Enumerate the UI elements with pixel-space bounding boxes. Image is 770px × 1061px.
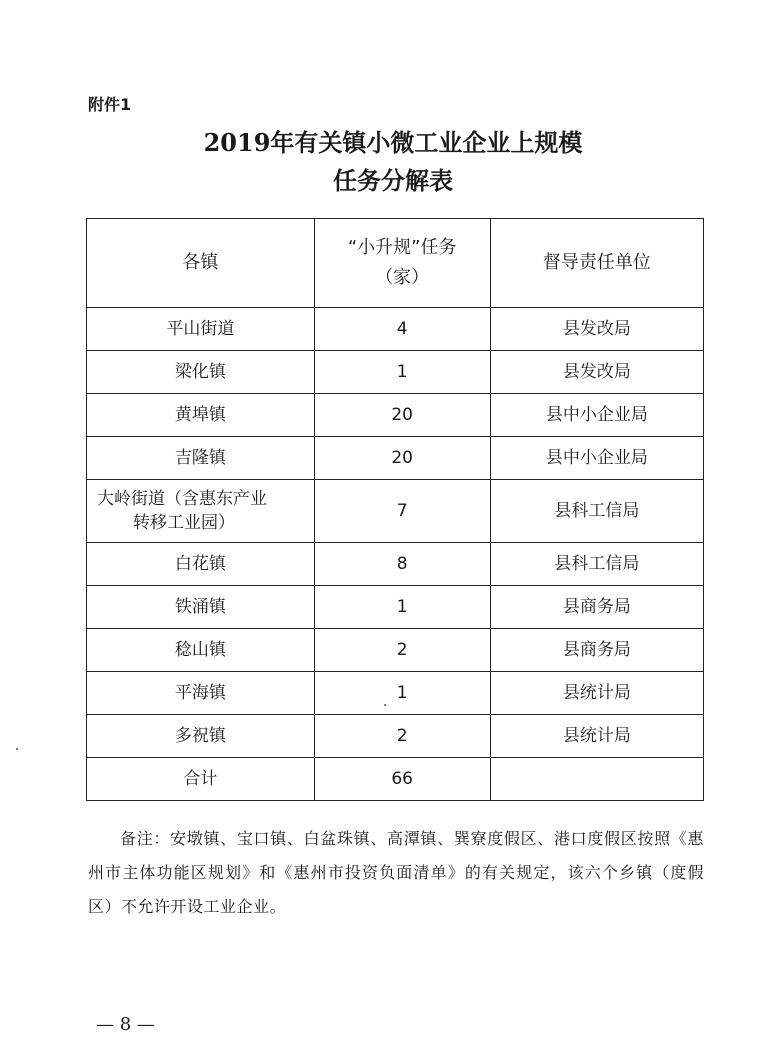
cell-town: 吉隆镇 [87,437,315,480]
document-title-line1: 2019年有关镇小微工业企业上规模 [203,128,583,157]
cell-unit: 县科工信局 [490,543,703,586]
table-row [87,715,704,758]
scan-speck [384,704,386,706]
cell-tasks: 20 [314,437,490,480]
cell-unit: 县发改局 [490,351,703,394]
cell-tasks: 1 [314,672,490,715]
cell-tasks: 1 [314,586,490,629]
header-town: 各镇 [87,219,315,308]
table-row [87,351,704,394]
table-row [87,308,704,351]
total-label: 合计 [87,758,315,801]
cell-tasks: 8 [314,543,490,586]
cell-unit: 县商务局 [490,586,703,629]
table-total-row [87,758,704,801]
table-row [87,480,704,543]
cell-town: 白花镇 [87,543,315,586]
cell-town-line2: 转移工业园） [133,513,235,533]
table-header-row [87,219,704,308]
cell-town: 平山街道 [87,308,315,351]
remark-paragraph: 备注：安墩镇、宝口镇、白盆珠镇、高潭镇、巽寮度假区、港口度假区按照《惠州市主体功能区规划》和《惠州市投资负面清单》的有关规定，该六个乡镇（度假区）不允许开设工业企业。 [88,829,704,916]
cell-unit: 县科工信局 [490,480,703,543]
page-number: — 8 — [96,1014,155,1035]
cell-tasks: 2 [314,629,490,672]
cell-town-line1: 大岭街道（含惠东产业 [97,489,267,509]
header-tasks [314,219,490,308]
cell-town: 铁涌镇 [87,586,315,629]
total-tasks: 66 [314,758,490,801]
cell-town: 稔山镇 [87,629,315,672]
table-row [87,394,704,437]
document-title-line2: 任务分解表 [333,166,453,195]
scan-speck [16,748,18,750]
attachment-label: 附件1 [88,95,132,114]
cell-unit: 县中小企业局 [490,437,703,480]
table-row [87,437,704,480]
cell-tasks: 4 [314,308,490,351]
cell-unit: 县发改局 [490,308,703,351]
cell-town: 多祝镇 [87,715,315,758]
cell-tasks: 20 [314,394,490,437]
header-tasks-line2: （家） [375,267,430,288]
total-unit [490,758,703,801]
cell-town: 梁化镇 [87,351,315,394]
table-row [87,629,704,672]
header-unit: 督导责任单位 [490,219,703,308]
table-row [87,672,704,715]
cell-town: 黄埠镇 [87,394,315,437]
table-row [87,586,704,629]
cell-unit: 县中小企业局 [490,394,703,437]
cell-tasks: 1 [314,351,490,394]
table-row [87,543,704,586]
task-table [86,218,704,801]
cell-unit: 县统计局 [490,715,703,758]
cell-town: 平海镇 [87,672,315,715]
cell-town [87,480,315,543]
cell-tasks: 7 [314,480,490,543]
cell-unit: 县商务局 [490,629,703,672]
cell-unit: 县统计局 [490,672,703,715]
cell-tasks: 2 [314,715,490,758]
header-tasks-line1: “小升规”任务 [347,237,457,258]
